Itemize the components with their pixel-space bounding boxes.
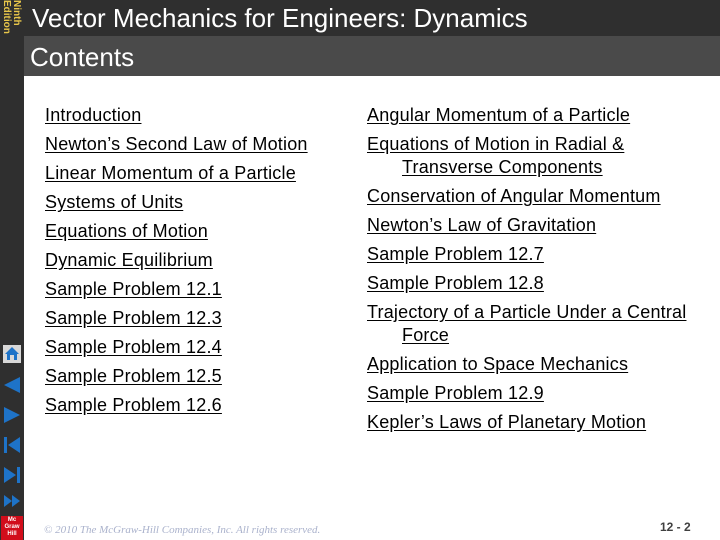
home-icon bbox=[2, 344, 22, 364]
contents-link[interactable]: Dynamic Equilibrium bbox=[45, 250, 213, 270]
exit-icon bbox=[2, 491, 22, 511]
contents-link[interactable]: Sample Problem 12.7 bbox=[367, 244, 544, 264]
copyright-notice: © 2010 The McGraw-Hill Companies, Inc. All rights reserved. bbox=[44, 524, 321, 536]
section-bar bbox=[24, 36, 720, 76]
first-button[interactable] bbox=[1, 434, 23, 456]
contents-link[interactable]: Kepler’s Laws of Planetary Motion bbox=[367, 412, 647, 432]
first-icon bbox=[2, 435, 22, 455]
home-button[interactable] bbox=[1, 343, 23, 365]
contents-link[interactable]: Sample Problem 12.9 bbox=[367, 383, 544, 403]
previous-button[interactable] bbox=[1, 374, 23, 396]
logo-line1: Mc bbox=[7, 517, 17, 523]
contents-link[interactable]: Conservation of Angular Momentum bbox=[367, 186, 661, 206]
contents-link[interactable]: Sample Problem 12.4 bbox=[45, 337, 222, 357]
contents-link[interactable]: Sample Problem 12.8 bbox=[367, 273, 544, 293]
contents-right-list bbox=[367, 104, 707, 440]
contents-link[interactable]: Linear Momentum of a Particle bbox=[45, 163, 296, 183]
last-icon bbox=[2, 465, 22, 485]
edition-label bbox=[0, 0, 22, 70]
contents-link[interactable]: Trajectory of a Particle Under a Central Force bbox=[367, 302, 687, 345]
contents-link[interactable]: Introduction bbox=[45, 105, 142, 125]
contents-link[interactable]: Angular Momentum of a Particle bbox=[367, 105, 631, 125]
contents-link[interactable]: Sample Problem 12.5 bbox=[45, 366, 222, 386]
edition-line2: Edition bbox=[1, 0, 12, 34]
contents-link[interactable]: Sample Problem 12.1 bbox=[45, 279, 222, 299]
next-icon bbox=[2, 405, 22, 425]
contents-link[interactable]: Application to Space Mechanics bbox=[367, 354, 629, 374]
logo-line3: Hill bbox=[7, 531, 17, 537]
logo-line2: Graw bbox=[4, 524, 20, 530]
next-button[interactable] bbox=[1, 404, 23, 426]
previous-icon bbox=[2, 375, 22, 395]
contents-link[interactable]: Newton’s Law of Gravitation bbox=[367, 215, 597, 235]
contents-link[interactable]: Equations of Motion in Radial & Transverse Components bbox=[367, 134, 625, 177]
contents-link[interactable]: Sample Problem 12.3 bbox=[45, 308, 222, 328]
section-title: Contents bbox=[30, 42, 135, 72]
app-title: Vector Mechanics for Engineers: Dynamics bbox=[32, 3, 528, 33]
contents-left-list bbox=[45, 104, 345, 423]
contents-link[interactable]: Newton’s Second Law of Motion bbox=[45, 134, 308, 154]
publisher-logo bbox=[1, 516, 23, 540]
sidebar bbox=[0, 0, 24, 540]
title-bar bbox=[24, 0, 720, 36]
last-button[interactable] bbox=[1, 464, 23, 486]
contents-link[interactable]: Sample Problem 12.6 bbox=[45, 395, 222, 415]
contents-link[interactable]: Systems of Units bbox=[45, 192, 184, 212]
page-number: 12 - 2 bbox=[660, 520, 691, 534]
contents-link[interactable]: Equations of Motion bbox=[45, 221, 208, 241]
exit-button[interactable] bbox=[1, 490, 23, 512]
edition-line1: Ninth bbox=[11, 0, 22, 26]
